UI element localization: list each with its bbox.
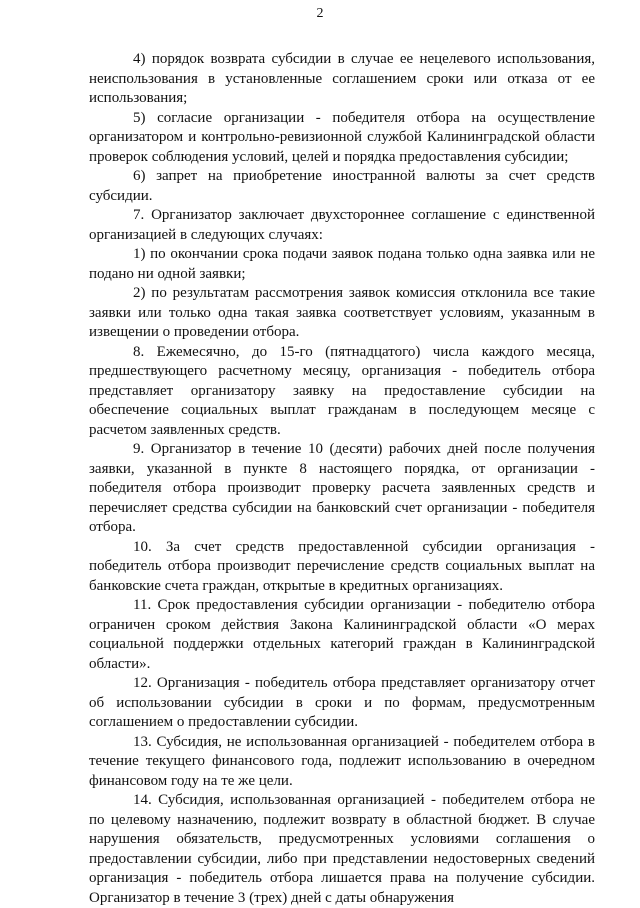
paragraph-item-6: 6) запрет на приобретение иностранной валюты за счет средств субсидии. [89,168,595,204]
paragraph-clause-12: 12. Организация - победитель отбора представляет организатору отчет об использовании субсидии в сроки и по формам, предусмотренным соглашением о предоставлении субсидии. [89,675,595,730]
paragraph-clause-7: 7. Организатор заключает двухстороннее соглашение с единственной организацией в следующих случаях: [89,207,595,243]
paragraph-clause-7-case-1: 1) по окончании срока подачи заявок подана только одна заявка или не подано ни одной заявки; [89,246,595,282]
paragraph-clause-13: 13. Субсидия, не использованная организацией - победителем отбора в течение текущего финансового года, подлежит использованию в очередном финансовом году на те же цели. [89,733,595,789]
paragraph-clause-11: 11. Срок предоставления субсидии организации - победителю отбора ограничен сроком действия Закона Калининградской области «О мерах социальной поддержки отдельных категорий граждан в Калининградской области». [89,597,595,672]
paragraph-clause-9: 9. Организатор в течение 10 (десяти) рабочих дней после получения заявки, указанной в пункте 8 настоящего порядка, от организации - победителя отбора производит проверку расчета заявленных средств и перечисляет средства субсидии на банковский счет организации - победителя отбора. [89,441,595,535]
paragraph-item-4: 4) порядок возврата субсидии в случае ее нецелевого использования, неиспользования в установленные соглашением сроки или отказа от ее использования; [89,51,595,106]
page-number: 2 [316,6,324,21]
paragraph-clause-10: 10. За счет средств предоставленной субсидии организация - победитель отбора производит перечисление средств социальных выплат на банковские счета граждан, открытые в кредитных организациях. [89,538,595,594]
paragraph-clause-7-case-2: 2) по результатам рассмотрения заявок комиссия отклонила все такие заявки или только одна такая заявка соответствует условиям, указанным в извещении о проведении отбора. [89,285,595,340]
paragraph-clause-8: 8. Ежемесячно, до 15-го (пятнадцатого) числа каждого месяца, предшествующего расчетному месяцу, организация - победитель отбора представляет организатору заявку на предоставление субсидии на обеспечение социальных выплат гражданам в последующем месяце с расчетом заявленных средств. [89,343,595,438]
paragraph-item-5: 5) согласие организации - победителя отбора на осуществление организатором и контрольно-ревизионной службой Калининградской области проверок соблюдения условий, целей и порядка предоставления субсидии; [89,109,595,165]
paragraph-clause-14: 14. Субсидия, использованная организацией - победителем отбора не по целевому назначению, подлежит возврату в областной бюджет. В случае нарушения обязательств, предусмотренных условиями соглашения о предоставлении субсидии, либо при представлении недостоверных сведений организация - победитель отбора лишается права на получение субсидии. Организатор в течение 3 (трех) дней с даты обнаружения [89,792,595,906]
document-body [89,50,595,908]
